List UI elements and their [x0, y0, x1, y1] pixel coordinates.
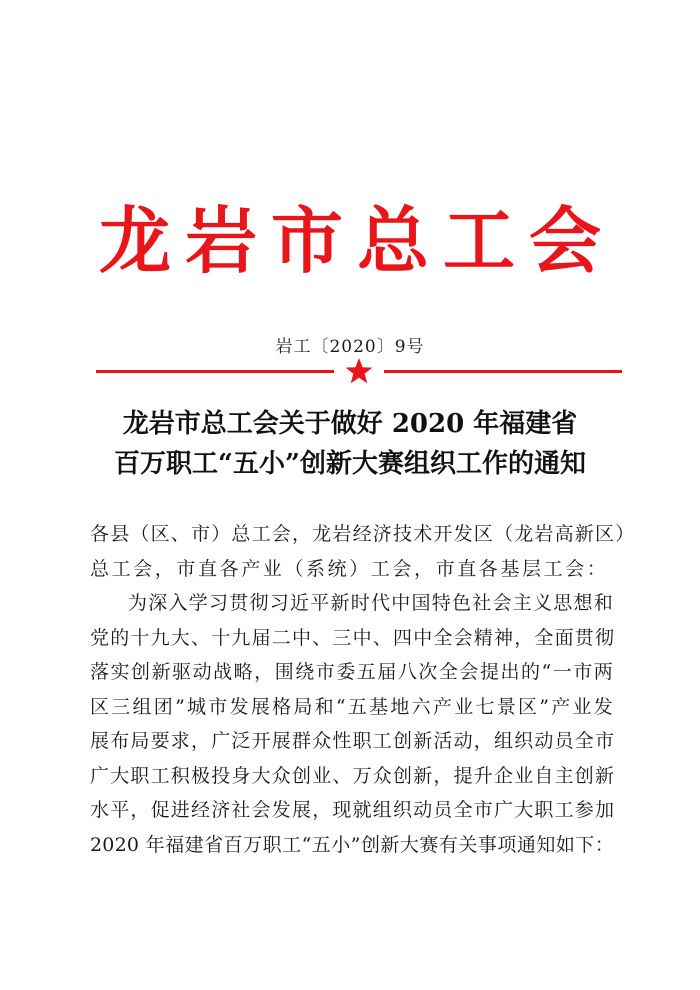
notice-title-line-1: 龙岩市总工会关于做好 2020 年福建省: [122, 409, 578, 439]
paragraph-line-2: 党的十九大、十九届二中、三中、四中全会精神，全面贯彻: [90, 626, 616, 649]
notice-title: [0, 404, 700, 484]
paragraph-line-4: 区三组团”城市发展格局和“五基地六产业七景区”产业发: [90, 695, 614, 718]
issuing-organization-masthead: 龙岩市总工会: [98, 198, 615, 283]
paragraph-line-8: 2020 年福建省百万职工“五小”创新大赛有关事项通知如下：: [90, 833, 614, 856]
main-paragraph: [90, 586, 614, 862]
addressee-line-2: 总工会，市直各产业（系统）工会，市直各基层工会：: [90, 557, 609, 580]
paragraph-line-5: 展布局要求，广泛开展群众性职工创新活动，组织动员全市: [90, 730, 616, 752]
notice-title-line-2: 百万职工“五小”创新大赛组织工作的通知: [114, 449, 586, 479]
red-rule-left: [96, 370, 334, 373]
paragraph-line-1: 为深入学习贯彻习近平新时代中国特色社会主义思想和: [128, 592, 614, 614]
notice-body: [90, 517, 636, 862]
paragraph-line-7: 水平，促进经济社会发展，现就组织动员全市广大职工参加: [90, 799, 616, 821]
document-number: 岩工〔2020〕9号: [275, 337, 425, 357]
red-rule-right: [384, 370, 622, 373]
paragraph-line-6: 广大职工积极投身大众创业、万众创新，提升企业自主创新: [90, 764, 616, 787]
paragraph-line-3: 落实创新驱动战略，围绕市委五届八次全会提出的“一市两: [90, 661, 614, 683]
addressee-paragraph: [90, 517, 636, 586]
addressee-line-1: 各县（区、市）总工会，龙岩经济技术开发区（龙岩高新区）: [90, 523, 636, 545]
red-star-icon: [344, 356, 374, 386]
